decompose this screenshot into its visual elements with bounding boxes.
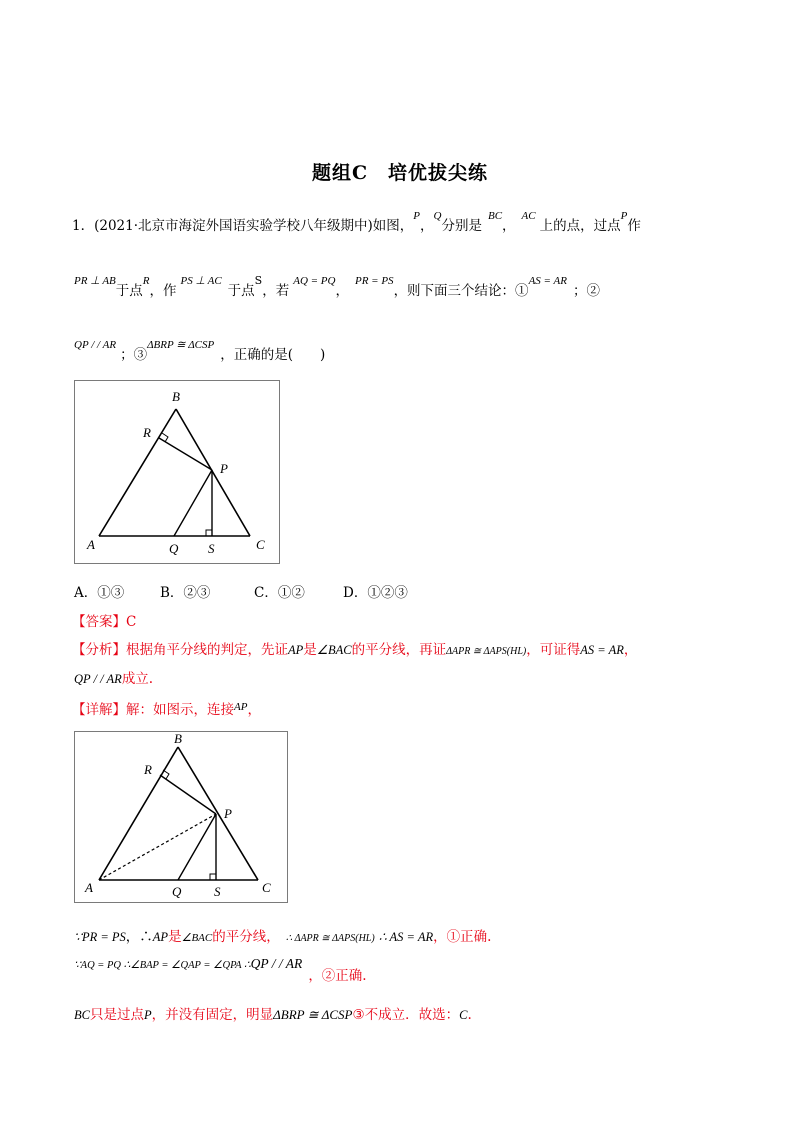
- math-r: R: [142, 275, 150, 287]
- analysis-line-1: [72, 638, 637, 658]
- math-angle-bac: ∠BAC: [316, 643, 352, 657]
- analysis-tag: 【分析】: [72, 642, 126, 658]
- sep: ，: [502, 218, 516, 234]
- text: ，并没有固定，明显: [151, 1007, 274, 1023]
- text: 是: [303, 642, 317, 658]
- math-ac: AC: [521, 210, 536, 222]
- sep: ，: [335, 283, 349, 299]
- math-pr-perp-ab: PR ⊥ AB: [74, 275, 116, 287]
- figure-1: [74, 380, 280, 564]
- label-c: C: [262, 880, 271, 895]
- math-qp-parallel-ar: QP / / AR: [74, 339, 117, 351]
- label-q: Q: [172, 884, 182, 899]
- text: 的平分线，再证: [351, 642, 447, 658]
- text: 解：如图示，连接: [126, 702, 234, 718]
- option-a: A．①③: [74, 585, 125, 601]
- detail-line-2: [74, 952, 367, 984]
- label-s: S: [214, 884, 221, 899]
- math-p: P: [143, 1008, 152, 1022]
- text: 于点: [115, 283, 143, 299]
- text: 上的点，过点: [539, 218, 621, 234]
- text: ；③: [120, 347, 148, 363]
- sep: ，: [420, 218, 434, 234]
- math-p: P: [620, 210, 628, 222]
- text: ，作: [149, 283, 177, 299]
- text: ，②正确.: [308, 968, 367, 984]
- math-tri-congruence: ΔAPR ≅ ΔAPS(HL): [446, 646, 527, 657]
- math-qp-parallel-ar: QP / / AR: [250, 956, 303, 971]
- label-p: P: [224, 806, 232, 821]
- math-pr-eq-ps: PR = PS: [354, 275, 394, 287]
- detail-line-3: [74, 1003, 472, 1023]
- label-a: A: [85, 880, 93, 895]
- segment-ap-dashed: [99, 814, 216, 880]
- question-source: (2021·北京市海淀外国语实验学校八年级期中)如图，: [94, 218, 414, 234]
- label-p: P: [220, 461, 228, 476]
- math-bc: BC: [74, 1008, 90, 1022]
- math-bc: BC: [487, 210, 503, 222]
- side-ab: [99, 747, 178, 880]
- text: 的平分线，: [212, 929, 280, 945]
- right-angle-mark-s: [206, 530, 212, 536]
- math-as-eq-ar: AS = AR: [528, 275, 567, 287]
- math-congruence: ΔBRP ≅ ΔCSP: [147, 339, 215, 351]
- text: 作: [627, 218, 641, 234]
- text: ，: [247, 702, 261, 718]
- answer-line: [72, 610, 136, 630]
- text: ，可证得: [526, 642, 581, 658]
- math-s: S: [254, 274, 263, 287]
- figure-2: [74, 731, 288, 903]
- text: 分别是: [441, 218, 482, 234]
- text: 根据角平分线的判定，先证: [126, 642, 288, 658]
- math-ap: AP: [152, 930, 169, 944]
- text: ，若: [262, 283, 290, 299]
- detail-tag: 【详解】: [72, 702, 126, 718]
- analysis-line-2: [74, 667, 153, 687]
- label-b: B: [172, 389, 180, 404]
- option-d: D．①②③: [343, 585, 408, 601]
- label-r: R: [144, 762, 152, 777]
- label-s: S: [208, 541, 215, 556]
- side-bc: [176, 409, 250, 536]
- math-c: C: [459, 1008, 468, 1022]
- math-as-eq-ar: ∴ AS = AR: [378, 930, 434, 944]
- detail-header: [72, 698, 261, 718]
- math-because: ∵: [74, 930, 82, 944]
- answer-tag: 【答案】: [72, 614, 126, 630]
- text: .: [467, 1007, 472, 1023]
- math-aq-eq-pq: AQ = PQ: [293, 275, 336, 287]
- option-b: B．②③: [160, 585, 211, 601]
- question-line-3: [74, 339, 326, 363]
- segment-pr: [159, 438, 212, 470]
- section-title: 题组C 培优拔尖练: [311, 162, 489, 184]
- right-angle-mark-s: [210, 874, 216, 880]
- text: ，①正确.: [433, 929, 492, 945]
- math-angle-bac: ∠BAC: [181, 932, 213, 944]
- math-angle-chain: ∵AQ = PQ ∴∠BAP = ∠QAP = ∠QPA ∴: [74, 960, 251, 971]
- answer-value: C: [126, 614, 137, 630]
- math-ap: AP: [234, 701, 248, 713]
- math-ap: AP: [288, 643, 304, 657]
- text: 成立.: [121, 671, 154, 687]
- label-r: R: [143, 425, 151, 440]
- question-line-2: [74, 274, 600, 299]
- question-prompt: ，正确的是( ): [220, 347, 326, 363]
- text: 于点: [227, 283, 255, 299]
- math-p: P: [413, 210, 421, 222]
- math-as-eq-ar: AS = AR: [580, 643, 624, 657]
- text: ，: [623, 642, 638, 658]
- option-c: C．①②: [254, 585, 305, 601]
- math-q: Q: [433, 210, 442, 222]
- label-a: A: [87, 537, 95, 552]
- math-qp-parallel-ar: QP / / AR: [74, 672, 122, 686]
- text: 只是过点: [89, 1007, 144, 1023]
- math-ps-perp-ac: PS ⊥ AC: [180, 275, 222, 287]
- math-congruence: ΔBRP ≅ ΔCSP: [273, 1007, 353, 1022]
- question-line-1: [72, 210, 641, 234]
- math-tri-congruence: ∴ ΔAPR ≅ ΔAPS(HL): [285, 933, 375, 944]
- triangle-diagram-2: [75, 732, 287, 902]
- text: ；②: [572, 283, 600, 299]
- segment-pr: [160, 775, 216, 814]
- text: ，则下面三个结论：①: [393, 283, 529, 299]
- text: 是: [168, 929, 182, 945]
- side-ab: [99, 409, 176, 536]
- label-b: B: [174, 732, 182, 746]
- segment-pq: [178, 814, 216, 880]
- detail-line-1: [74, 925, 491, 945]
- text: ③不成立．故选：: [352, 1007, 460, 1023]
- math-pr-eq-ps: PR = PS: [81, 930, 126, 944]
- label-c: C: [256, 537, 265, 552]
- text: ，∴: [125, 929, 153, 945]
- triangle-diagram-1: [75, 381, 279, 563]
- segment-pq: [174, 470, 212, 536]
- label-q: Q: [169, 541, 179, 556]
- question-number: 1．: [72, 218, 95, 234]
